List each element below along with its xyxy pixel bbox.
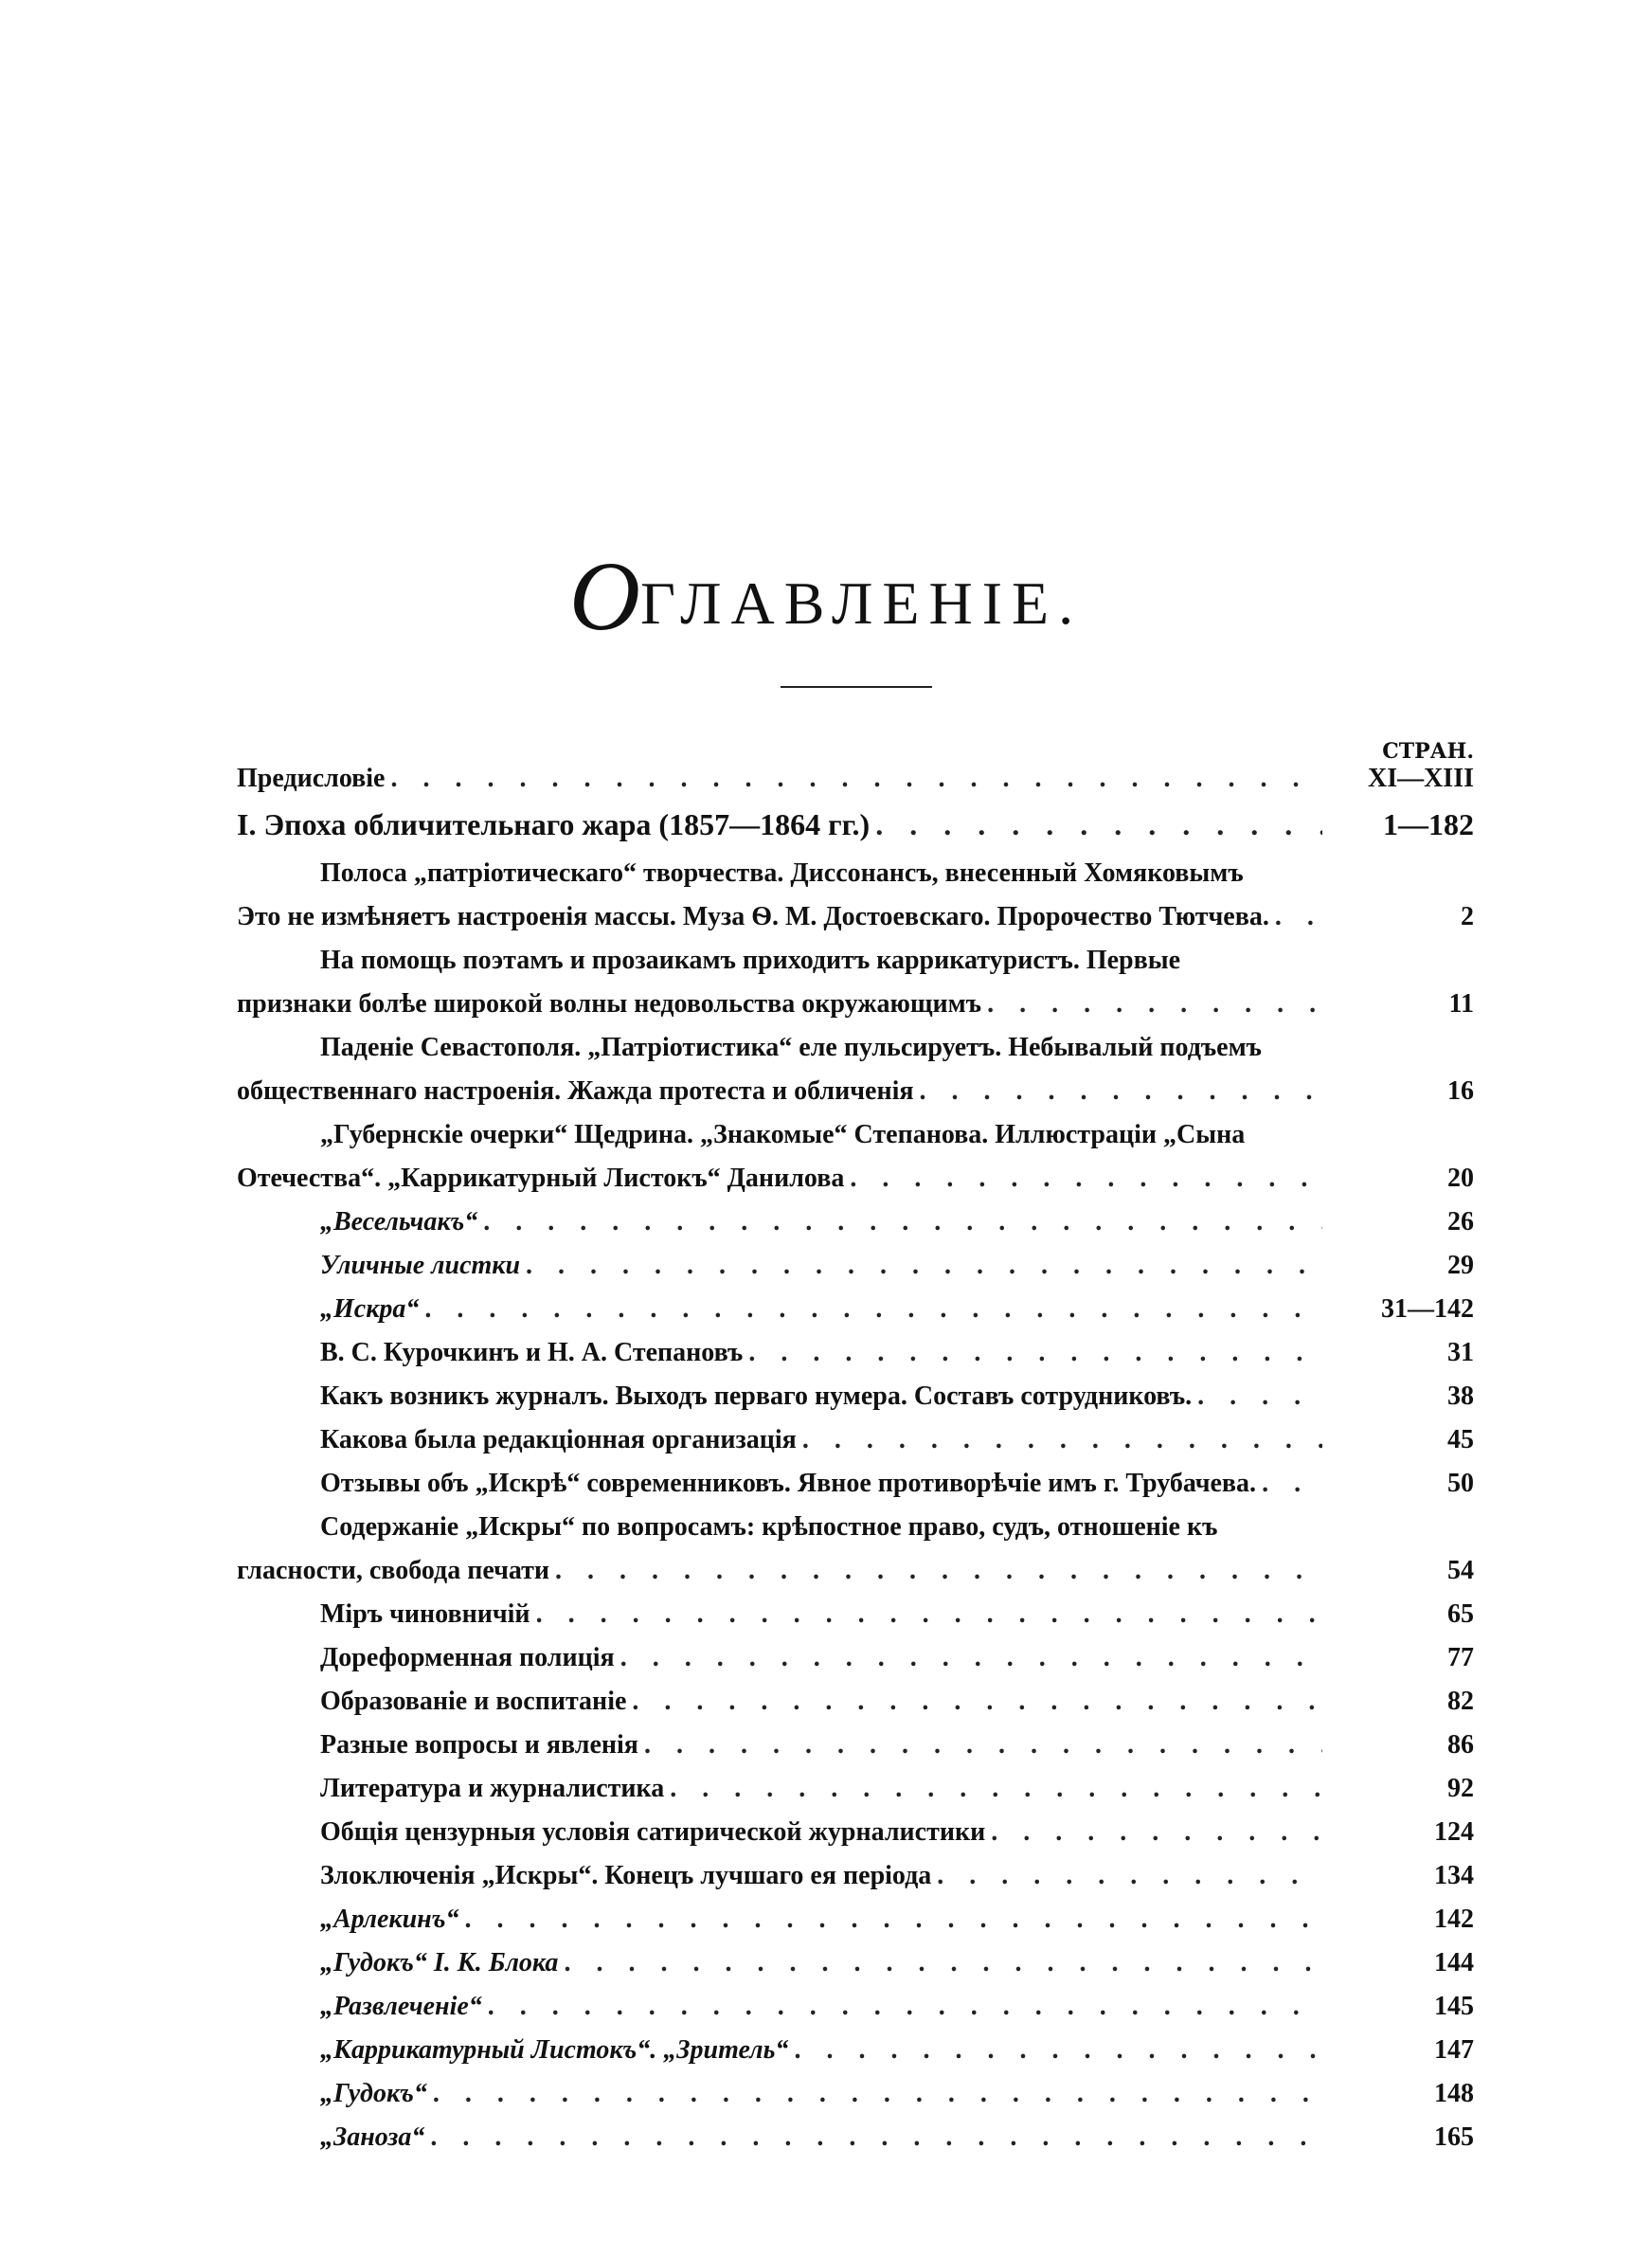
toc-entry-title: „Губернскіе очерки“ Щедрина. „Знакомые“ Степанова. Иллюстраціи „Сына [320, 1120, 1246, 1149]
toc-entry-title: Паденіе Севастополя. „Патріотистика“ еле пульсируетъ. Небывалый подъемъ [320, 1033, 1262, 1062]
dot-leader [483, 1207, 1322, 1237]
toc-page-number: 82 [1447, 1687, 1474, 1716]
toc-entry-title: Разные вопросы и явленія [320, 1730, 638, 1760]
toc-page-number: 50 [1447, 1469, 1474, 1498]
dot-leader [850, 1164, 1322, 1194]
toc-row [237, 1033, 1474, 1076]
toc-row [237, 2122, 1474, 2166]
toc-page-number: 145 [1434, 1992, 1474, 2021]
dot-leader [920, 1076, 1322, 1107]
toc-page-number: 148 [1434, 2079, 1474, 2108]
dot-leader [875, 807, 1322, 842]
toc-entry-title: Какова была редакціонная организація [320, 1425, 797, 1454]
toc-entry-title: На помощь поэтамъ и прозаикамъ приходитъ каррикатуристъ. Первые [320, 946, 1181, 975]
dot-leader [488, 1992, 1322, 2022]
toc-page-number: 142 [1434, 1905, 1474, 1934]
toc-entry-title: „Гудокъ“ [320, 2079, 427, 2108]
dot-leader [620, 1643, 1322, 1673]
toc-row [237, 858, 1474, 902]
toc-entry-title: „Арлекинъ“ [320, 1905, 459, 1934]
toc-row [237, 1381, 1474, 1425]
toc-entry-title: общественнаго настроенія. Жажда протеста и обличенія [237, 1076, 914, 1106]
toc-entry-title: I. Эпоха обличительнаго жара (1857—1864 гг.) [237, 807, 871, 841]
toc-entry-title: „Развлеченіе“ [320, 1992, 482, 2021]
toc-entry-title: Какъ возникъ журналъ. Выходъ перваго нумера. Составъ сотрудниковъ. [320, 1381, 1193, 1411]
dot-leader [802, 1425, 1322, 1455]
dot-leader [526, 1251, 1322, 1281]
toc-entry-title: Содержаніе „Искры“ по вопросамъ: крѣпостное право, судъ, отношеніе къ [320, 1512, 1218, 1542]
toc-entry-title: „Гудокъ“ І. К. Блока [320, 1948, 559, 1977]
toc-page-number: 11 [1448, 989, 1474, 1019]
dot-leader [433, 2079, 1322, 2109]
dot-leader [670, 1774, 1322, 1804]
toc-page-number: 65 [1447, 1599, 1474, 1629]
toc-row [237, 1207, 1474, 1251]
toc-entry-title: Отзывы объ „Искрѣ“ современниковъ. Явное противорѣчіе имъ г. Трубачева. [320, 1469, 1257, 1498]
toc-page-number: 134 [1434, 1861, 1474, 1890]
toc-page-number: 165 [1434, 2122, 1474, 2152]
toc-row [237, 1120, 1474, 1164]
toc-row [237, 1861, 1474, 1905]
toc-row [237, 1774, 1474, 1817]
toc-row [237, 1251, 1474, 1294]
toc-entry-title: Міръ чиновничій [320, 1599, 530, 1629]
dot-leader [748, 1338, 1322, 1368]
toc-row [237, 902, 1474, 946]
dot-leader [1275, 902, 1322, 932]
toc-page-number: 38 [1447, 1381, 1474, 1411]
toc-row [237, 1425, 1474, 1469]
toc-page-number: 20 [1447, 1164, 1474, 1193]
toc-entry-title: Злоключенія „Искры“. Конецъ лучшаго ея періода [320, 1861, 932, 1890]
toc-row [237, 1556, 1474, 1599]
toc-entry-title: В. С. Курочкинъ и Н. А. Степановъ [320, 1338, 744, 1367]
dot-leader [464, 1905, 1322, 1935]
toc-row [237, 1338, 1474, 1381]
dot-leader [555, 1556, 1322, 1586]
table-of-contents [237, 764, 1474, 2166]
toc-row [237, 1948, 1474, 1992]
dot-leader [632, 1687, 1322, 1717]
toc-row [237, 1076, 1474, 1120]
toc-entry-title: Общія цензурныя условія сатирической журналистики [320, 1817, 986, 1847]
dot-leader [1197, 1381, 1322, 1412]
toc-entry-title: Полоса „патріотическаго“ творчества. Диссонансъ, внесенный Хомяковымъ [320, 858, 1244, 888]
title-rest: ГЛАВЛЕНІЕ. [639, 569, 1084, 637]
toc-page-number: 86 [1447, 1730, 1474, 1760]
toc-entry-title: Дореформенная полиція [320, 1643, 615, 1672]
toc-page-number: 31—142 [1381, 1294, 1474, 1324]
toc-entry-title: „Весельчакъ“ [320, 1207, 478, 1237]
toc-entry-title: „Заноза“ [320, 2122, 425, 2152]
toc-entry-title: Образованіе и воспитаніе [320, 1687, 627, 1716]
dot-leader [390, 764, 1322, 794]
toc-page-number: 31 [1447, 1338, 1474, 1367]
dot-leader [536, 1599, 1322, 1630]
dot-leader [430, 2122, 1322, 2153]
toc-row [237, 1294, 1474, 1338]
toc-entry-title: Это не измѣняетъ настроенія массы. Муза Ѳ. М. Достоевскаго. Пророчество Тютчева. [237, 902, 1269, 931]
toc-row [237, 989, 1474, 1033]
dot-leader [564, 1948, 1322, 1978]
toc-row [237, 1687, 1474, 1730]
dot-leader [937, 1861, 1322, 1891]
toc-row [237, 807, 1474, 858]
toc-row [237, 2079, 1474, 2122]
toc-row [237, 1730, 1474, 1774]
toc-entry-title: „Искра“ [320, 1294, 420, 1324]
toc-row [237, 2035, 1474, 2079]
page-column-label: СТРАН. [1382, 739, 1474, 764]
toc-entry-title: Литература и журналистика [320, 1774, 665, 1803]
toc-entry-title: Отечества“. „Каррикатурный Листокъ“ Данилова [237, 1164, 845, 1193]
toc-entry-title: гласности, свобода печати [237, 1556, 550, 1585]
toc-row [237, 1512, 1474, 1556]
toc-row [237, 1599, 1474, 1643]
title-initial: О [568, 542, 640, 651]
toc-page-number: 29 [1447, 1251, 1474, 1280]
toc-page-number: 77 [1447, 1643, 1474, 1672]
dot-leader [794, 2035, 1322, 2066]
toc-page-number: 147 [1434, 2035, 1474, 2065]
dot-leader [991, 1817, 1322, 1848]
toc-entry-title: „Каррикатурный Листокъ“. „Зритель“ [320, 2035, 789, 2065]
toc-page-number: 92 [1447, 1774, 1474, 1803]
toc-row [237, 1992, 1474, 2035]
toc-entry-title: Уличные листки [320, 1251, 521, 1280]
toc-page-number: 16 [1447, 1076, 1474, 1106]
title-rule [781, 686, 932, 688]
toc-row [237, 1164, 1474, 1207]
toc-page-number: 124 [1434, 1817, 1474, 1847]
dot-leader [1262, 1469, 1322, 1499]
page-title [0, 540, 1652, 653]
dot-leader [987, 989, 1322, 1020]
toc-page-number: 144 [1434, 1948, 1474, 1977]
toc-page-number: 26 [1447, 1207, 1474, 1237]
toc-row [237, 1643, 1474, 1687]
toc-entry-title: Предисловіе [237, 764, 386, 793]
toc-row [237, 1469, 1474, 1512]
toc-row [237, 946, 1474, 989]
toc-page-number: 2 [1461, 902, 1474, 931]
toc-page-number: 45 [1447, 1425, 1474, 1454]
dot-leader [644, 1730, 1322, 1760]
toc-row [237, 1905, 1474, 1948]
toc-entry-title: признаки болѣе широкой волны недовольства окружающимъ [237, 989, 982, 1019]
toc-page-number: 1—182 [1383, 807, 1474, 841]
toc-page-number: 54 [1447, 1556, 1474, 1585]
toc-page-number: XI—XIII [1367, 764, 1474, 793]
dot-leader [424, 1294, 1322, 1325]
toc-row [237, 1817, 1474, 1861]
toc-row [237, 764, 1474, 807]
